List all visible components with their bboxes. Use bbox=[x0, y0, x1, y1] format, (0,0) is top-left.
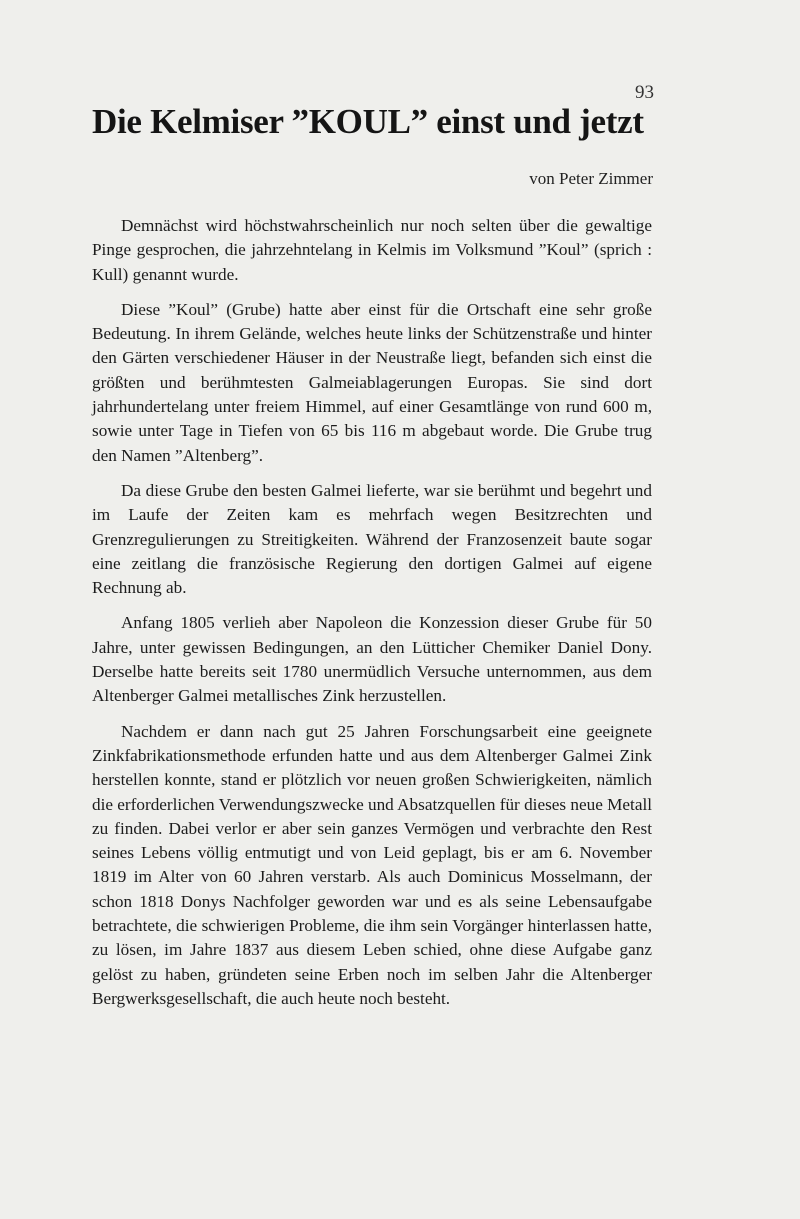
paragraph: Da diese Grube den besten Galmei lieferte, war sie berühmt und begehrt und im Laufe der Zeiten kam es mehrfach wegen Besitzrechten und Grenzregulierungen zu Streitigkeiten. Während der Franzosenzeit baute sogar eine zeitlang die französische Regierung den dortigen Galmei auf eigene Rechnung ab. bbox=[92, 480, 652, 598]
author-byline: von Peter Zimmer bbox=[529, 169, 653, 188]
page-number: 93 bbox=[635, 82, 654, 103]
paragraph: Demnächst wird höchstwahrscheinlich nur noch selten über die gewaltige Pinge gesprochen, die jahrzehntelang in Kelmis im Volksmund ”Koul” (sprich : Kull) genannt wurde. bbox=[92, 216, 652, 284]
paragraph: Anfang 1805 verlieh aber Napoleon die Konzession dieser Grube für 50 Jahre, unter gewissen Bedingungen, an den Lütticher Chemiker Daniel Dony. Derselbe hatte bereits seit 1780 unermüdlich Versuche unternommen, aus dem Altenberger Galmei metallisches Zink herzustellen. bbox=[92, 613, 652, 706]
article-body bbox=[92, 214, 652, 1022]
paragraph: Diese ”Koul” (Grube) hatte aber einst für die Ortschaft eine sehr große Bedeutung. In ihrem Gelände, welches heute links der Schützenstraße und hinter den Gärten verschiedener Häuser in der Neustraße liegt, befanden sich einst die größten und berühmtesten Galmeiablagerungen Europas. Sie sind dort jahrhundertelang unter freiem Himmel, auf einer Gesamtlänge von rund 600 m, sowie unter Tage in Tiefen von 65 bis 116 m abgebaut worde. Die Grube trug den Namen ”Altenberg”. bbox=[92, 299, 652, 465]
paragraph: Nachdem er dann nach gut 25 Jahren Forschungsarbeit eine geeignete Zinkfabrikationsmethode erfunden hatte und aus dem Altenberger Galmei Zink herstellen konnte, stand er plötzlich vor neuen großen Schwierigkeiten, nämlich die erforderlichen Verwendungszwecke und Absatzquellen für dieses neue Metall zu finden. Dabei verlor er aber sein ganzes Vermögen und verbrachte den Rest seines Lebens völlig entmutigt und von Leid geplagt, bis er am 6. November 1819 im Alter von 60 Jahren verstarb. Als auch Dominicus Mosselmann, der schon 1818 Donys Nachfolger geworden war und es als seine Lebensaufgabe betrachtete, die schwierigen Probleme, die ihm sein Vorgänger hinterlassen hatte, zu lösen, im Jahre 1837 aus diesem Leben schied, ohne diese Aufgabe ganz gelöst zu haben, gründeten seine Erben noch im selben Jahr die Altenberger Bergwerksgesellschaft, die auch heute noch besteht. bbox=[92, 721, 652, 1008]
article-title: Die Kelmiser ”KOUL” einst und jetzt bbox=[92, 102, 644, 141]
